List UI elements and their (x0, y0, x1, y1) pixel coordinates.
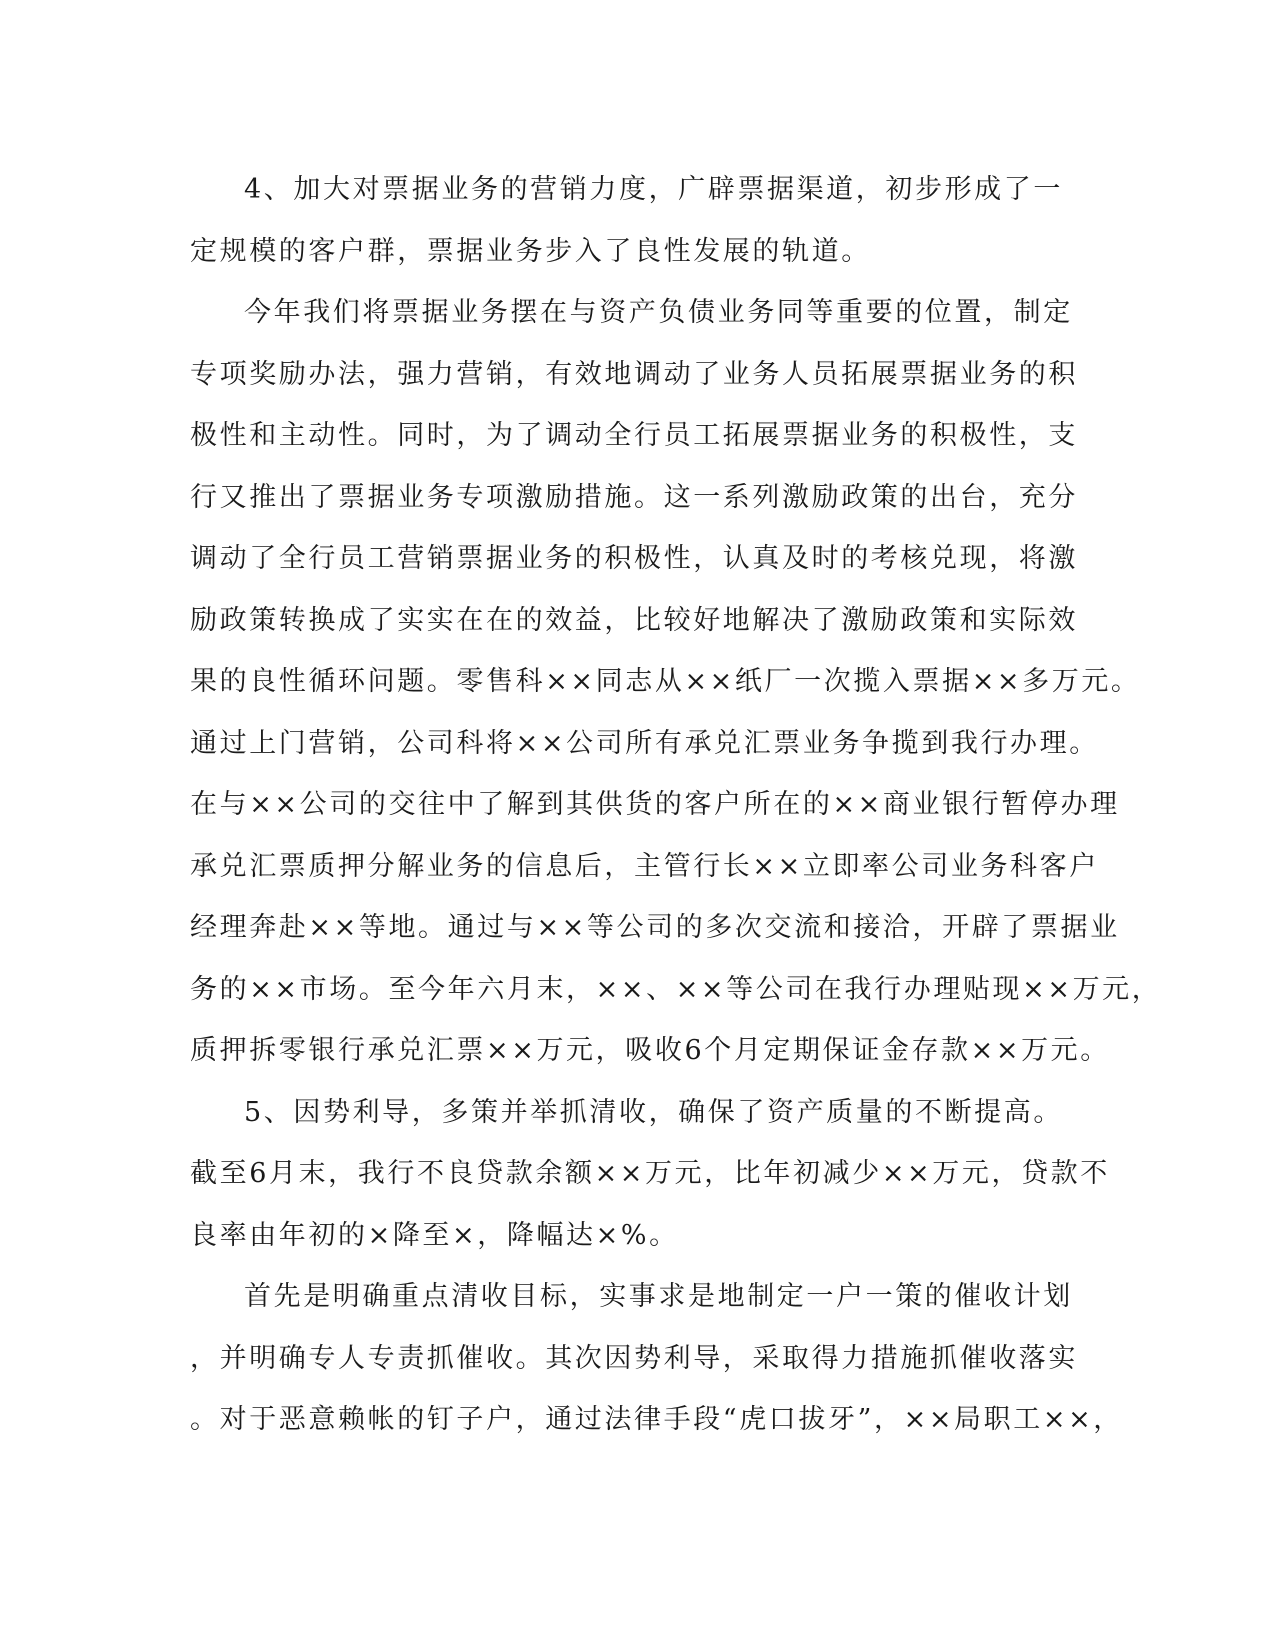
text-line: 在与××公司的交往中了解到其供货的客户所在的××商业银行暂停办理 (190, 789, 1120, 820)
text-line: 果的良性循环问题。零售科××同志从××纸厂一次揽入票据××多万元。 (190, 666, 1141, 697)
text-line: 极性和主动性。同时，为了调动全行员工拓展票据业务的积极性，支 (190, 420, 1078, 451)
text-line: ，并明确专人专责抓催收。其次因势利导，采取得力措施抓催收落实 (190, 1342, 1078, 1374)
paragraph-asset-quality-heading (190, 1082, 1110, 1267)
text-line: 截至6月末，我行不良贷款余额××万元，比年初减少××万元，贷款不 (190, 1158, 1110, 1189)
text-line: 行又推出了票据业务专项激励措施。这一系列激励政策的出台，充分 (190, 481, 1078, 513)
text-line: 经理奔赴××等地。通过与××等公司的多次交流和接洽，开辟了票据业 (190, 912, 1120, 943)
paragraph-collection-measures (190, 1266, 1123, 1451)
text-line: 务的××市场。至今年六月末，××、××等公司在我行办理贴现××万元， (190, 973, 1162, 1005)
text-line: 励政策转换成了实实在在的效益，比较好地解决了激励政策和实际效 (190, 604, 1078, 636)
text-line: 今年我们将票据业务摆在与资产负债业务同等重要的位置，制定 (244, 297, 1073, 328)
document-body (190, 159, 1162, 1451)
text-line: 定规模的客户群，票据业务步入了良性发展的轨道。 (190, 235, 871, 267)
text-line: 专项奖励办法，强力营销，有效地调动了业务人员拓展票据业务的积 (190, 358, 1078, 390)
paragraph-bill-marketing-detail (190, 282, 1162, 1082)
text-line: 首先是明确重点清收目标，实事求是地制定一户一策的催收计划 (244, 1281, 1073, 1312)
paragraph-bill-marketing-heading (190, 159, 1080, 282)
text-line: 承兑汇票质押分解业务的信息后，主管行长××立即率公司业务科客户 (190, 850, 1099, 882)
text-line: 4、加大对票据业务的营销力度，广辟票据渠道，初步形成了一 (244, 174, 1063, 205)
text-line: 5、因势利导，多策并举抓清收，确保了资产质量的不断提高。 (244, 1096, 1063, 1128)
text-line: 良率由年初的×降至×，降幅达×%。 (190, 1219, 679, 1251)
text-line: 质押拆零银行承兑汇票××万元，吸收6个月定期保证金存款××万元。 (190, 1035, 1110, 1066)
text-line: 调动了全行员工营销票据业务的积极性，认真及时的考核兑现，将激 (190, 543, 1078, 574)
text-line: 通过上门营销，公司科将××公司所有承兑汇票业务争揽到我行办理。 (190, 727, 1099, 759)
text-line: 。对于恶意赖帐的钉子户，通过法律手段“虎口拔牙”，××局职工××， (190, 1404, 1123, 1435)
